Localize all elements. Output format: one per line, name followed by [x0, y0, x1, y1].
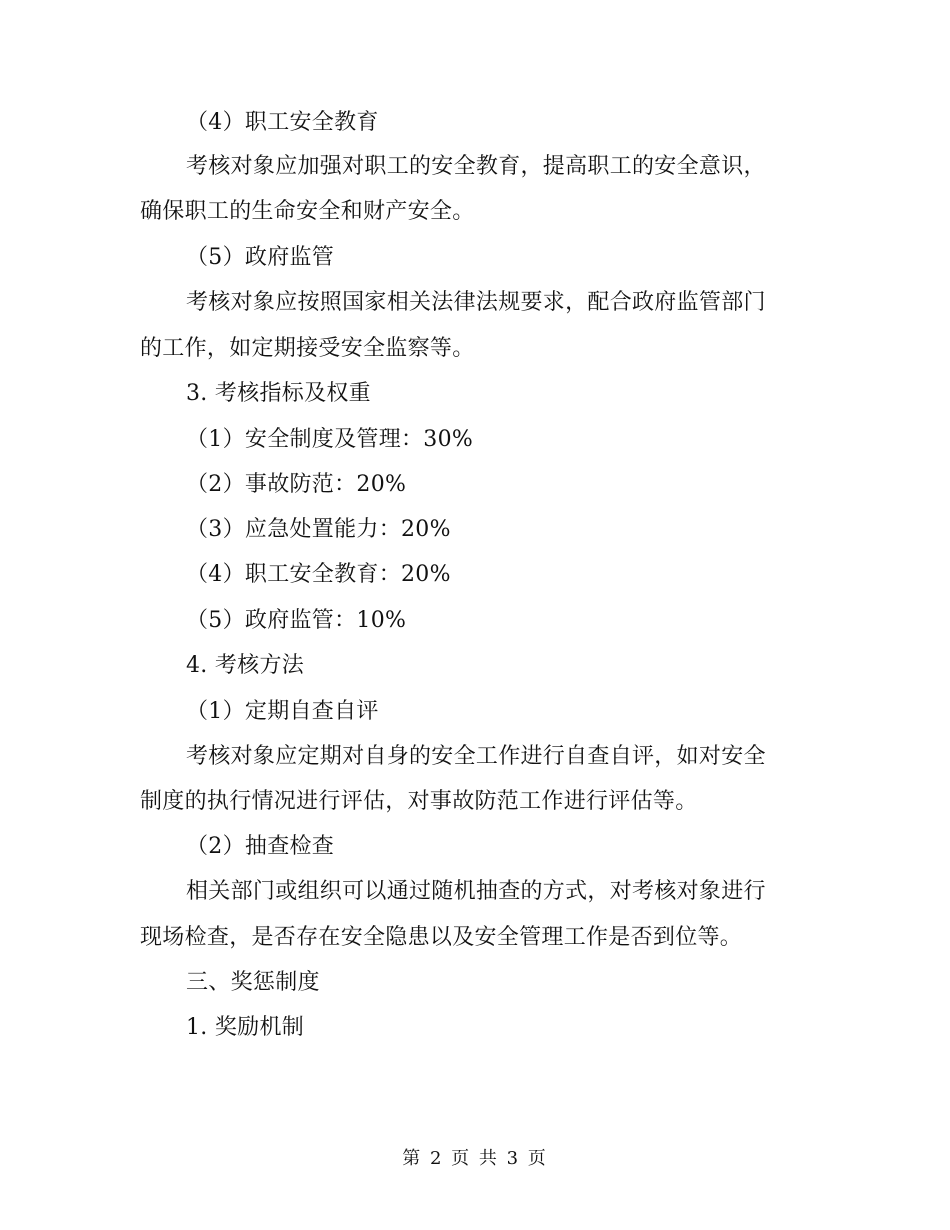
paragraph-line: 考核对象应定期对自身的安全工作进行自查自评，如对安全	[186, 744, 766, 769]
subheading-spot-check: （2）抽查检查	[186, 834, 335, 859]
section-heading-methods: 4. 考核方法	[186, 653, 305, 678]
list-item: （4）职工安全教育：20%	[186, 562, 451, 587]
paragraph-line: 考核对象应按照国家相关法律法规要求，配合政府监管部门	[186, 290, 766, 315]
paragraph-line: 考核对象应加强对职工的安全教育，提高职工的安全意识，	[186, 154, 766, 179]
chapter-heading-rewards-penalties: 三、奖惩制度	[186, 970, 320, 995]
paragraph-line: 的工作，如定期接受安全监察等。	[140, 336, 475, 361]
paragraph-line: 现场检查，是否存在安全隐患以及安全管理工作是否到位等。	[140, 925, 743, 950]
paragraph-line: 相关部门或组织可以通过随机抽查的方式，对考核对象进行	[186, 879, 766, 904]
subheading-government-supervision: （5）政府监管	[186, 245, 335, 270]
section-heading-indicators: 3. 考核指标及权重	[186, 381, 371, 406]
subheading-staff-education: （4）职工安全教育	[186, 110, 379, 135]
page-number-footer: 第 2 页 共 3 页	[402, 1148, 548, 1169]
list-item: （5）政府监管：10%	[186, 608, 407, 633]
list-item: （2）事故防范：20%	[186, 472, 407, 497]
section-heading-reward-mechanism: 1. 奖励机制	[186, 1015, 305, 1040]
list-item: （3）应急处置能力：20%	[186, 517, 451, 542]
paragraph-line: 制度的执行情况进行评估，对事故防范工作进行评估等。	[140, 789, 698, 814]
list-item: （1）安全制度及管理：30%	[186, 427, 474, 452]
subheading-self-inspection: （1）定期自查自评	[186, 699, 379, 724]
paragraph-line: 确保职工的生命安全和财产安全。	[140, 199, 475, 224]
